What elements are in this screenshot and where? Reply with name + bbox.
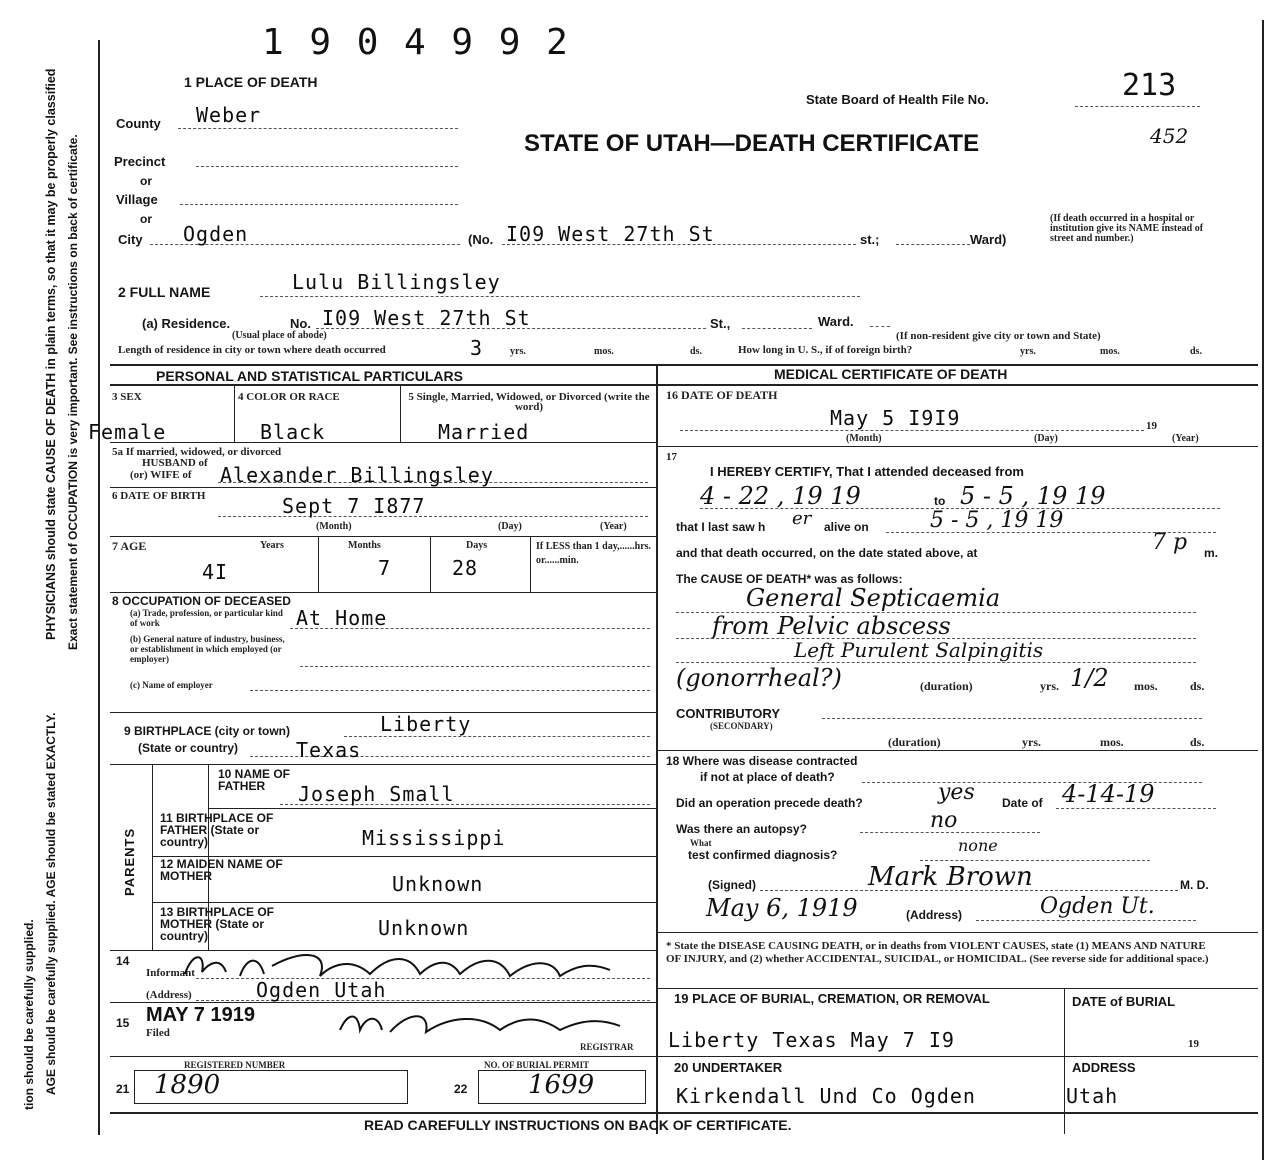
death-certificate: PHYSICIANS should state CAUSE OF DEATH in plain terms, so that it may be properly classified Exact statement of OCCUPATION is very important. See instructions on back of certificate. AGE should be carefully supplied. AGE should be stated EXACTLY. tion should be carefully supplied. 1 9 0 4 9 9 2 1 PLACE OF DEATH State Board of Health File No. 213 452 STATE OF UTAH—DEATH CERTIFICATE County Weber Precinct or Village or City Ogden (No. I09 West 27th St st.; Ward) (If death occurred in a hospital or institution give its NAME instead of street and number.) 2 FULL NAME Lulu Billingsley (a) Residence. No. I09 West 27th St (Usual place of abode) St., Ward. (If non-resident give city or town and State) Length of residence in city or town where death occurred 3 yrs. mos. ds. How long in U. S., if of foreign birth? yrs. mos. ds. PERSONAL AND STATISTICAL PARTICULARS MEDICAL CERTIFICATE OF DEATH 3 SEX 4 COLOR OR RACE 5 Single, Married, Widowed, or Divorced (write the word) Female Black Married 5a If married, widowed, or divorced HUSBAND of (or) WIFE of Alexander Billingsley 6 DATE OF BIRTH Sept 7 I877 (Month) (Day) (Year) 7 AGE Years Months Days If LESS than 1 day,......hrs. or......min. 4I 7 28 8 OCCUPATION OF DECEASED (a) Trade, profession, or particular kind of work At Home (b) General nature of industry, business, or establishment in which employed (or employer) (c) Name of employer 9 BIRTHPLACE (city or town) Liberty (State or country) Texas PARENTS 10 NAME OF FATHER Joseph Small 11 BIRTHPLACE OF FATHER (State or country) Mississippi 12 MAIDEN NAME OF MOTHER Unknown 13 BIRTHPLACE OF MOTHER (State or country) Unknown 14 Informant (Address) Ogden Utah 15 MAY 7 1919 Filed REGISTRAR REGISTERED NUMBER NO. OF BURIAL PERMIT 21 1890 22 1699 16 DATE OF DEATH May 5 I9I9 19 (Month) (Day) (Year) 17 I HEREBY CERTIFY, That I attended deceased from 4 - 22 , 19 19 to 5 - 5 , 19 19 that I last saw h er alive on 5 - 5 , 19 19 and that death occurred, on the date stated above, at 7 p m. The CAUSE OF DEATH* was as follows: General Septicaemia from Pelvic abscess Left Purulent Salpingitis (gonorrheal?) (duration) yrs. 1/2 mos. ds. CONTRIBUTORY (SECONDARY) (duration) yrs. mos. ds. 18 Where was disease contracted if not at place of death? Did an operation precede death? yes Date of 4-14-19 Was there an autopsy? no What test confirmed diagnosis? none (Signed) Mark Brown M. D. May 6, 1919 (Address) Ogden Ut. * State the DISEASE CAUSING DEATH, or in deaths from VIOLENT CAUSES, state (1) MEANS AND NATURE OF INJURY, and (2) whether ACCIDENTAL, SUICIDAL, or HOMICIDAL. (See reverse side for additional space.) 19 PLACE OF BURIAL, CREMATION, OR REMOVAL DATE of BURIAL Liberty Texas May 7 I9 19 20 UNDERTAKER ADDRESS Kirkendall Und Co Ogden Utah READ CAREFULLY INSTRUCTIONS ON BACK OF CERTIFICATE. [0,0,1283,1174]
footer-instruction: READ CAREFULLY INSTRUCTIONS ON BACK OF CERTIFICATE. [364,1117,792,1133]
birthplace-state-value: Texas [296,738,362,762]
city-label: City [118,232,143,247]
age-months-value: 7 [378,556,392,580]
county-label: County [116,116,161,131]
attended-from-date: 4 - 22 , 19 19 [700,482,861,510]
test-value: none [958,836,998,855]
physician-address: Ogden Ut. [1040,894,1155,919]
side-instruction-line1: PHYSICIANS should state CAUSE OF DEATH in plain terms, so that it may be properly classified [44,68,58,640]
certify-text: I HEREBY CERTIFY, That I attended deceased from [710,464,1024,479]
residence-length-years: 3 [470,336,484,360]
file-number: 213 [1122,68,1177,103]
parents-label: PARENTS [122,827,137,896]
duration-value: 1/2 [1070,664,1109,692]
time-of-death: 7 p [1152,530,1188,555]
left-border [98,40,100,1135]
medical-section-label: MEDICAL CERTIFICATE OF DEATH [774,366,1008,382]
occupation-value: At Home [296,606,388,630]
undertaker-value: Kirkendall Und Co Ogden [676,1084,976,1108]
side-instructions [0,0,80,1174]
marital-status-value: Married [438,420,530,444]
county-value: Weber [196,103,262,127]
precinct-label: Precinct [114,154,166,169]
father-birthplace-value: Mississippi [362,826,506,850]
side-instruction-line3: AGE should be carefully supplied. AGE should be stated EXACTLY. [44,712,58,1095]
burial-place-value: Liberty Texas May 7 I9 [668,1028,955,1052]
death-street-value: I09 West 27th St [506,222,715,246]
place-of-death-label: 1 PLACE OF DEATH [184,74,318,90]
side-instruction-line2: Exact statement of OCCUPATION is very important. See instructions on back of certificate. [66,134,80,650]
side-instruction-line4: tion should be carefully supplied. [22,919,36,1110]
age-years-value: 4I [202,560,229,584]
sex-value: Female [88,420,167,444]
age-days-value: 28 [452,556,479,580]
village-label: Village [116,192,158,207]
operation-date-value: 4-14-19 [1062,780,1155,808]
hospital-note: (If death occurred in a hospital or institution give its NAME instead of street and number.) [1050,213,1204,244]
burial-permit-value: 1699 [528,1070,595,1100]
full-name-value: Lulu Billingsley [292,270,501,294]
file-number-extra: 452 [1150,124,1189,148]
autopsy-value: no [930,808,958,833]
city-value: Ogden [183,222,249,246]
cause-footnote: * State the DISEASE CAUSING DEATH, or in deaths from VIOLENT CAUSES, state (1) MEANS AND NATURE OF INJURY, and (2) whether ACCIDENTAL, SUICIDAL, or HOMICIDAL. (See reverse side for additional space.) [666,940,1209,965]
registered-number-value: 1890 [154,1070,221,1100]
center-divider [656,364,658,1134]
last-saw-her: er [792,508,812,529]
informant-signature [180,946,620,984]
certificate-number: 1 9 0 4 9 9 2 [262,22,570,63]
mother-birthplace-value: Unknown [378,916,470,940]
personal-section-label: PERSONAL AND STATISTICAL PARTICULARS [156,368,463,384]
father-name-value: Joseph Small [298,782,455,806]
cause-line-4: (gonorrheal?) [676,664,842,692]
certificate-title: STATE OF UTAH—DEATH CERTIFICATE [524,130,980,157]
residence-value: I09 West 27th St [322,306,531,330]
birthplace-city-value: Liberty [380,712,472,736]
spouse-value: Alexander Billingsley [220,463,494,487]
filed-date-stamp: MAY 7 1919 [146,1004,255,1026]
informant-address-value: Ogden Utah [256,978,387,1002]
mother-maiden-name-value: Unknown [392,872,484,896]
right-border [1262,20,1264,1160]
residence-label: (a) Residence. [142,316,231,331]
attended-to-date: 5 - 5 , 19 19 [960,482,1106,510]
cause-line-3: Left Purulent Salpingitis [794,638,1044,662]
full-name-label: 2 FULL NAME [118,284,211,300]
physician-signature: Mark Brown [868,862,1033,892]
registrar-signature [330,1006,630,1040]
undertaker-address-value: Utah [1066,1084,1119,1108]
date-of-birth-value: Sept 7 I877 [282,494,426,518]
cause-line-2: from Pelvic abscess [712,612,951,640]
cause-line-1: General Septicaemia [746,584,1001,612]
last-seen-alive-date: 5 - 5 , 19 19 [930,508,1064,533]
burial-label: 19 PLACE OF BURIAL, CREMATION, OR REMOVAL [674,991,990,1006]
operation-value: yes [938,780,975,805]
file-number-label: State Board of Health File No. [806,92,989,107]
race-value: Black [260,420,326,444]
date-of-death-value: May 5 I9I9 [830,406,961,430]
signed-date: May 6, 1919 [706,894,858,922]
